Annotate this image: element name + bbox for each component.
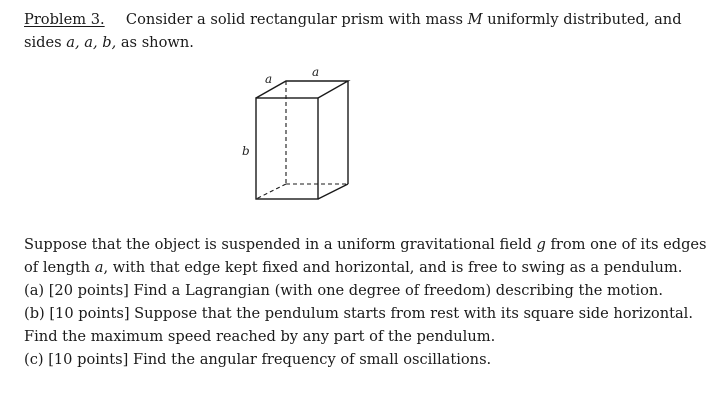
right-bottom-edge	[318, 184, 348, 199]
body-text-2b: , with that edge kept fixed and horizontal, and is free to swing as a pendulum.	[103, 259, 683, 276]
a-symbol: a	[94, 259, 104, 276]
part-a: (a) [20 points] Find a Lagrangian (with one degree of freedom) describing the motion.	[24, 282, 663, 299]
hidden-edge-bottom-side	[256, 184, 286, 199]
intro-text-2: sides	[24, 34, 62, 51]
label-a-top: a	[312, 65, 320, 79]
intro-text-2-tail: as shown.	[120, 34, 194, 51]
body-text-2a: of length	[24, 259, 91, 276]
body-line-1	[24, 235, 707, 255]
intro-text-1: Consider a solid rectangular prism with mass	[125, 11, 463, 28]
sides-symbols: a, a, b,	[66, 34, 117, 51]
problem-label: Problem 3.	[24, 11, 105, 28]
part-c: (c) [10 points] Find the angular frequency of small oscillations.	[24, 351, 492, 368]
g-symbol: g	[536, 236, 546, 253]
label-a-front: a	[265, 72, 273, 86]
intro-line-2	[24, 33, 194, 53]
body-line-2	[24, 258, 682, 278]
mass-symbol: M	[467, 11, 483, 28]
intro-text-1-tail: uniformly distributed, and	[487, 11, 682, 28]
label-b: b	[242, 144, 250, 158]
intro-line-1	[24, 10, 682, 30]
part-b-line-1: (b) [10 points] Suppose that the pendulum starts from rest with its square side horizontal.	[24, 305, 693, 322]
part-b-line-2: Find the maximum speed reached by any part of the pendulum.	[24, 328, 496, 345]
prism-diagram	[230, 62, 360, 212]
body-text-1b: from one of its edges	[550, 236, 707, 253]
body-text-1a: Suppose that the object is suspended in a uniform gravitational field	[24, 236, 532, 253]
